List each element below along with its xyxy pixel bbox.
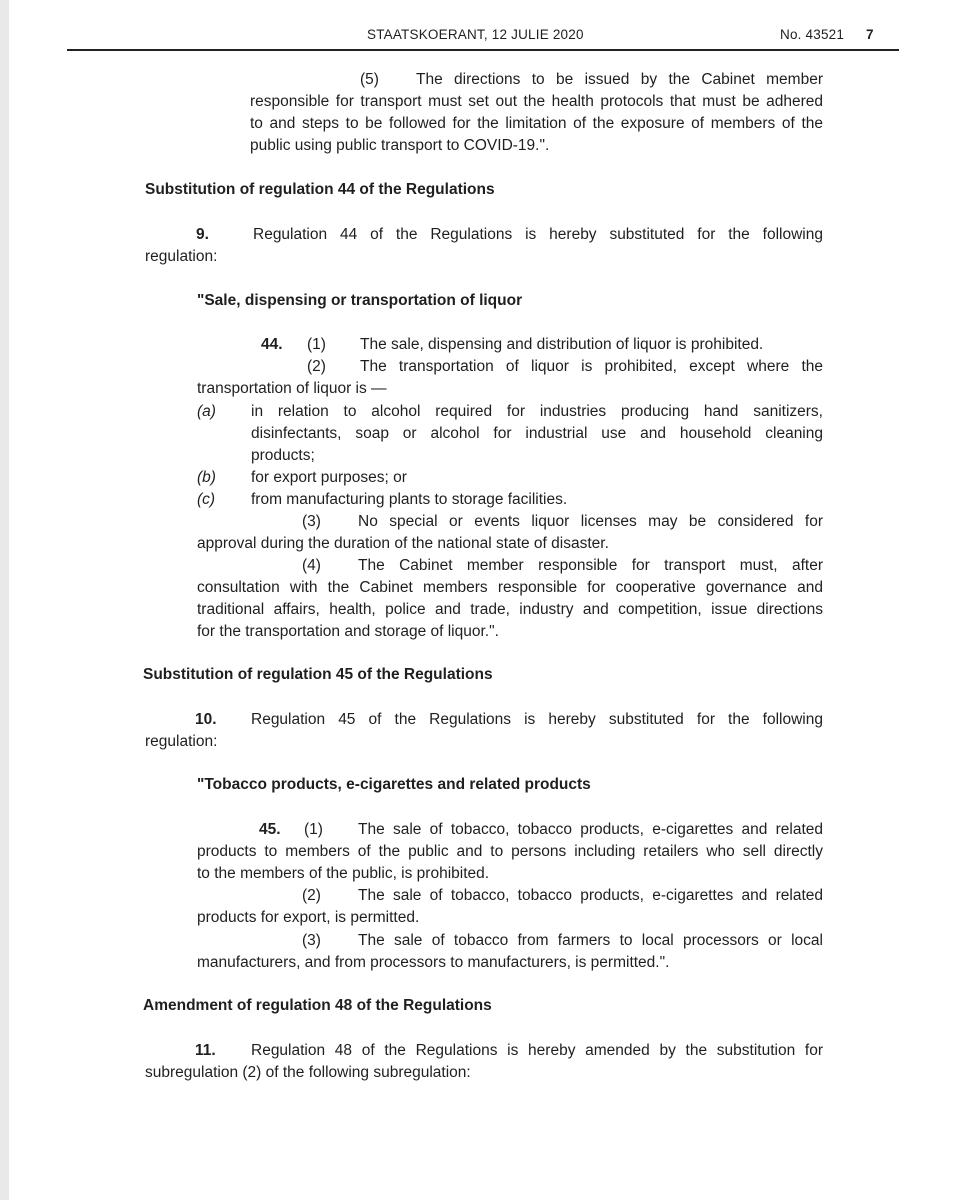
sub5-line: The directions to be issued by the Cabinet member [416,71,823,88]
clause-number-9: 9. [196,226,209,243]
regulation-title-44: "Sale, dispensing or transportation of liquor [197,292,523,309]
clause-text: regulation: [145,733,218,750]
subregulation-text: The transportation of liquor is prohibited, except where the [360,358,823,375]
section-heading-44: Substitution of regulation 44 of the Regulations [145,181,495,198]
paragraph-text: for export purposes; or [251,469,407,486]
subregulation-text: The sale of tobacco from farmers to local processors or local [358,932,823,949]
paragraph-label-a: (a) [197,403,216,420]
section-heading-48: Amendment of regulation 48 of the Regulations [143,997,492,1014]
paragraph-label-c: (c) [197,491,216,508]
clause-text: subregulation (2) of the following subregulation: [145,1064,471,1081]
paragraph-text: from manufacturing plants to storage facilities. [251,491,568,508]
header-rule [67,49,899,51]
subregulation-number: (2) [307,358,326,375]
subregulation-number: (1) [304,821,323,838]
subregulation-text: to the members of the public, is prohibited. [197,865,490,882]
subregulation-text: traditional affairs, health, police and trade, industry and competition, issue directions [197,601,823,618]
page-number: 7 [866,27,874,42]
page-edge [0,0,9,1200]
gazette-title: STAATSKOERANT, 12 JULIE 2020 [367,27,584,42]
subregulation-text: The sale of tobacco, tobacco products, e-cigarettes and related [358,887,823,904]
clause-number-11: 11. [195,1042,216,1059]
subregulation-number: (3) [302,932,321,949]
subregulation-text: consultation with the Cabinet members responsible for cooperative governance and [197,579,823,596]
sub5-line: to and steps to be followed for the limitation of the exposure of members of the [250,115,823,132]
subregulation-text: products to members of the public and to persons including retailers who sell directly [197,843,823,860]
subregulation-text: approval during the duration of the national state of disaster. [197,535,609,552]
subregulation-text: No special or events liquor licenses may be considered for [358,513,823,530]
sub5-number: (5) [360,71,379,88]
subregulation-text: transportation of liquor is — [197,380,387,397]
regulation-number-44: 44. [261,336,283,353]
subregulation-text: The sale of tobacco, tobacco products, e-cigarettes and related [358,821,823,838]
clause-text: regulation: [145,248,218,265]
gazette-number: No. 43521 [780,27,845,42]
subregulation-number: (2) [302,887,321,904]
subregulation-number: (3) [302,513,321,530]
subregulation-text: for the transportation and storage of liquor.". [197,623,499,640]
paragraph-text: products; [251,447,315,464]
subregulation-text: products for export, is permitted. [197,909,420,926]
regulation-number-45: 45. [259,821,281,838]
subregulation-text: The Cabinet member responsible for transport must, after [358,557,823,574]
subregulation-number: (1) [307,336,326,353]
paragraph-label-b: (b) [197,469,216,486]
subregulation-text: manufacturers, and from processors to manufacturers, is permitted.". [197,954,670,971]
sub5-line: public using public transport to COVID-19.". [250,137,550,154]
paragraph-text: disinfectants, soap or alcohol for industrial use and household cleaning [251,425,823,442]
clause-text: Regulation 44 of the Regulations is hereby substituted for the following [253,226,823,243]
section-heading-45: Substitution of regulation 45 of the Regulations [143,666,493,683]
clause-text: Regulation 45 of the Regulations is hereby substituted for the following [251,711,823,728]
sub5-line: responsible for transport must set out the health protocols that must be adhered [250,93,823,110]
clause-text: Regulation 48 of the Regulations is hereby amended by the substitution for [251,1042,823,1059]
regulation-title-45: "Tobacco products, e-cigarettes and related products [197,776,591,793]
paragraph-text: in relation to alcohol required for industries producing hand sanitizers, [251,403,823,420]
clause-number-10: 10. [195,711,217,728]
subregulation-number: (4) [302,557,321,574]
subregulation-text: The sale, dispensing and distribution of liquor is prohibited. [360,336,764,353]
